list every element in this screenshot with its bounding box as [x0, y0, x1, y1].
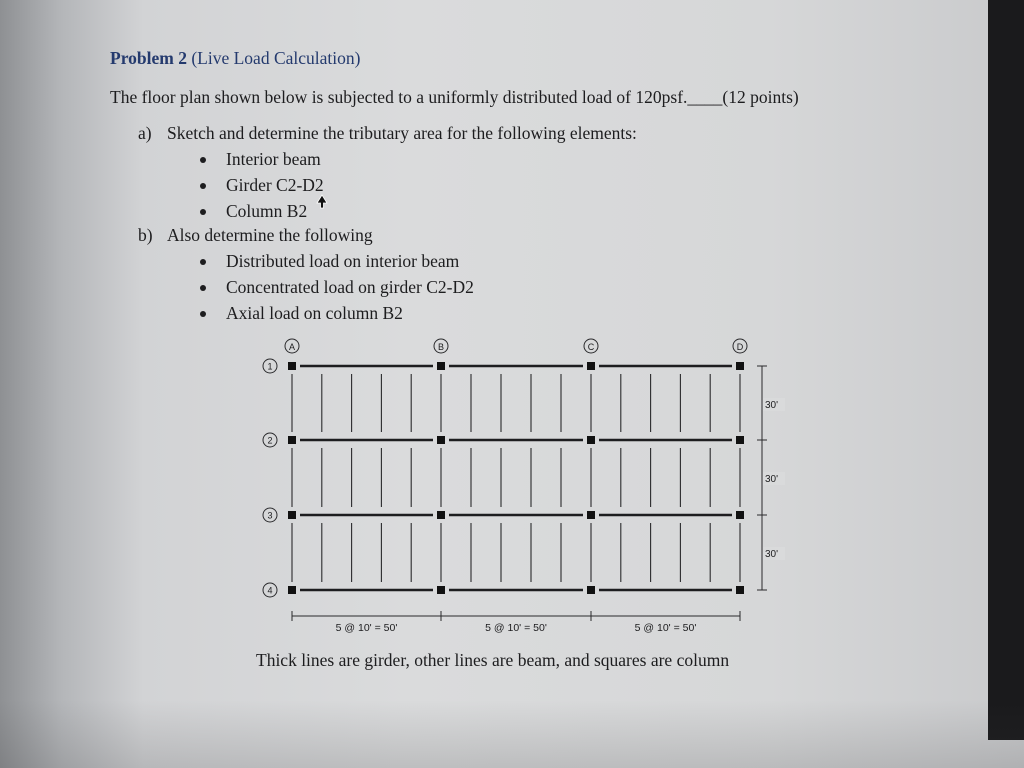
column-square: [288, 436, 296, 444]
part-a-label: a): [138, 123, 152, 143]
column-square: [587, 511, 595, 519]
column-square: [587, 362, 595, 370]
bay-dimension-label: 5 @ 10' = 50': [634, 622, 697, 634]
column-square: [736, 436, 744, 444]
part-b-item: Axial load on column B2: [226, 303, 403, 323]
row-dimension-label: 30': [765, 549, 779, 560]
row-dimension-label: 30': [765, 474, 779, 485]
part-a-item: Girder C2-D2: [226, 175, 324, 195]
column-square: [587, 436, 595, 444]
part-b-item: Concentrated load on girder C2-D2: [226, 277, 474, 297]
column-square: [437, 436, 445, 444]
part-b-label: b): [138, 225, 153, 245]
column-grid-label: C: [587, 342, 595, 352]
column-grid-label: D: [736, 342, 744, 352]
diagram-caption: Thick lines are girder, other lines are beam, and squares are column: [256, 650, 730, 670]
row-grid-label: 2: [267, 435, 273, 446]
problem-statement: The floor plan shown below is subjected to a uniformly distributed load of 120psf.____(12 points): [110, 87, 799, 107]
column-square: [437, 586, 445, 594]
row-dimension-label: 30': [765, 400, 779, 411]
column-square: [587, 586, 595, 594]
part-a-item: Column B2: [226, 201, 308, 221]
row-grid-label: 3: [267, 510, 273, 521]
row-grid-label: 1: [267, 361, 273, 372]
column-grid-label: A: [288, 342, 296, 352]
part-b-text: Also determine the following: [167, 225, 373, 245]
bay-dimension-label: 5 @ 10' = 50': [485, 622, 547, 634]
part-a-text: Sketch and determine the tributary area for the following elements:: [167, 123, 637, 143]
column-square: [437, 362, 445, 370]
column-square: [736, 586, 744, 594]
row-grid-label: 4: [267, 585, 273, 596]
column-square: [736, 511, 744, 519]
column-square: [736, 362, 744, 370]
column-square: [288, 586, 296, 594]
column-grid-label: B: [437, 342, 445, 352]
column-square: [288, 362, 296, 370]
column-square: [288, 511, 296, 519]
part-a-item: Interior beam: [226, 149, 321, 169]
bay-dimension-label: 5 @ 10' = 50': [335, 622, 398, 634]
part-b-item: Distributed load on interior beam: [226, 251, 460, 271]
problem-title: Problem 2 (Live Load Calculation): [110, 48, 361, 68]
column-square: [437, 511, 445, 519]
